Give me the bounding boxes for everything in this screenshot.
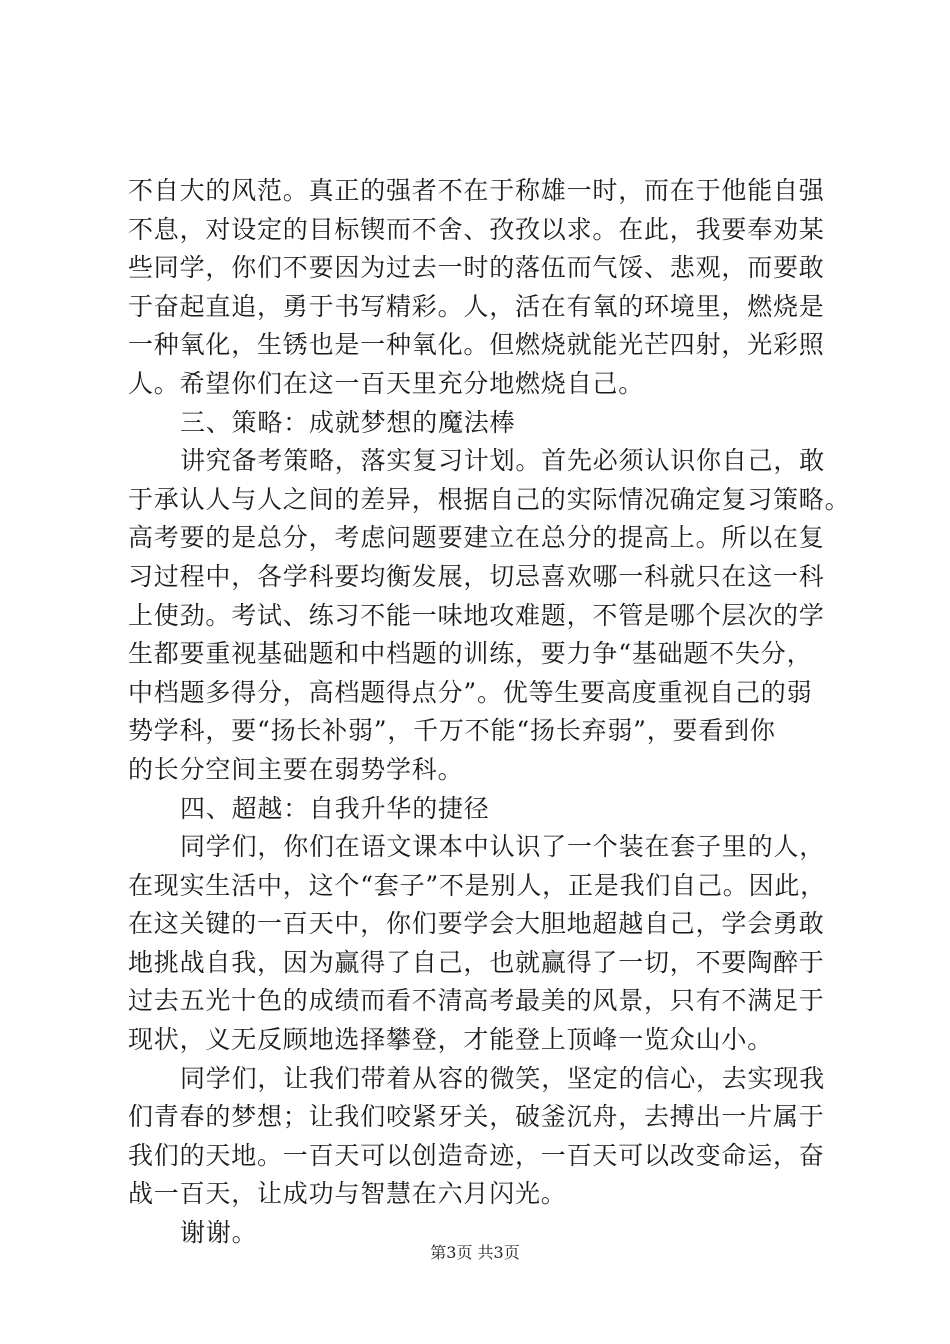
text-line: 在这关键的一百天中，你们要学会大胆地超越自己，学会勇敢 bbox=[128, 909, 825, 939]
text-line: 战一百天，让成功与智慧在六月闪光。 bbox=[128, 1179, 567, 1209]
text-line: 在现实生活中，这个“套子”不是别人，正是我们自己。因此， bbox=[128, 870, 826, 900]
text-line: 四、超越：自我升华的捷径 bbox=[180, 793, 490, 823]
text-line: 生都要重视基础题和中档题的训练，要力争“基础题不失分， bbox=[128, 639, 813, 669]
text-line: 人。希望你们在这一百天里充分地燃烧自己。 bbox=[128, 368, 645, 398]
text-line: 不自大的风范。真正的强者不在于称雄一时，而在于他能自强 bbox=[128, 176, 825, 205]
text-line: 不息，对设定的目标锲而不舍、孜孜以求。在此，我要奉劝某 bbox=[128, 214, 825, 244]
text-line: 同学们，让我们带着从容的微笑，坚定的信心，去实现我 bbox=[180, 1063, 826, 1093]
text-line: 们青春的梦想；让我们咬紧牙关，破釜沉舟，去搏出一片属于 bbox=[128, 1102, 825, 1132]
text-line: 地挑战自我，因为赢得了自己，也就赢得了一切，不要陶醉于 bbox=[128, 947, 825, 977]
text-line: 上使劲。考试、练习不能一味地攻难题，不管是哪个层次的学 bbox=[128, 600, 825, 630]
text-line: 我们的天地。一百天可以创造奇迹，一百天可以改变命运，奋 bbox=[128, 1140, 825, 1170]
text-line: 些同学，你们不要因为过去一时的落伍而气馁、悲观，而要敢 bbox=[128, 253, 825, 283]
text-line: 讲究备考策略，落实复习计划。首先必须认识你自己，敢 bbox=[180, 446, 826, 476]
text-line: 三、策略：成就梦想的魔法棒 bbox=[180, 407, 516, 437]
text-line: 一种氧化，生锈也是一种氧化。但燃烧就能光芒四射，光彩照 bbox=[128, 330, 825, 360]
text-line: 于奋起直追，勇于书写精彩。人，活在有氧的环境里，燃烧是 bbox=[128, 291, 825, 321]
text-line: 势学科，要“扬长补弱”，千万不能“扬长弃弱”，要看到你 bbox=[128, 716, 776, 746]
text-line: 同学们，你们在语文课本中认识了一个装在套子里的人， bbox=[180, 832, 826, 862]
page-footer: 第3页 共3页 bbox=[430, 1243, 520, 1262]
text-line: 过去五光十色的成绩而看不清高考最美的风景，只有不满足于 bbox=[128, 986, 825, 1016]
body-text bbox=[128, 172, 851, 1253]
text-line: 中档题多得分，高档题得点分”。优等生要高度重视自己的弱 bbox=[128, 677, 813, 707]
text-line: 现状，义无反顾地选择攀登，才能登上顶峰一览众山小。 bbox=[128, 1025, 774, 1055]
text-line: 的长分空间主要在弱势学科。 bbox=[128, 754, 464, 784]
text-line: 谢谢。 bbox=[180, 1218, 258, 1248]
text-line: 于承认人与人之间的差异，根据自己的实际情况确定复习策略。 bbox=[128, 484, 851, 514]
text-line: 高考要的是总分，考虑问题要建立在总分的提高上。所以在复 bbox=[128, 523, 825, 553]
text-line: 习过程中，各学科要均衡发展，切忌喜欢哪一科就只在这一科 bbox=[128, 561, 825, 591]
